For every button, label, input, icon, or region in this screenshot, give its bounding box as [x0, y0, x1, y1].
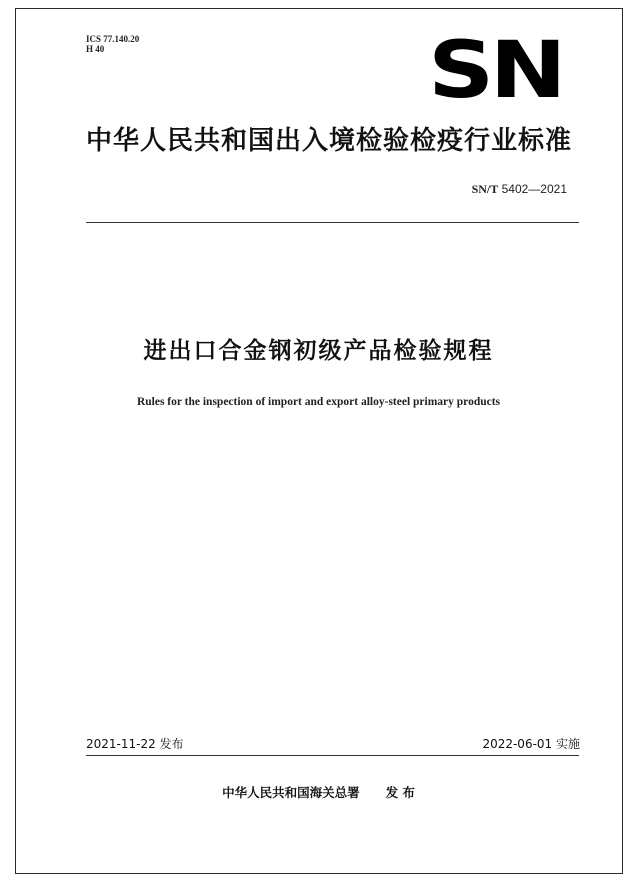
implementation-date: 2022-06-01 实施: [482, 737, 580, 751]
title-english: Rules for the inspection of import and export alloy-steel primary products: [136, 396, 501, 408]
standard-code-number: 5402—2021: [501, 182, 567, 196]
standard-number: [472, 182, 567, 197]
publisher-line: [0, 784, 637, 802]
ccs-code: H 40: [86, 44, 105, 54]
sn-logo: SN: [428, 26, 562, 116]
publish-label: 发 布: [385, 785, 415, 800]
title-chinese: 进出口合金钢初级产品检验规程: [143, 338, 494, 364]
ics-code: ICS 77.140.20: [86, 34, 140, 44]
standard-code-prefix: SN/T: [471, 182, 499, 196]
publisher-name: 中华人民共和国海关总署: [222, 785, 360, 800]
top-divider: [86, 222, 579, 223]
classification-codes: [86, 34, 139, 54]
issue-date: 2021-11-22 发布: [86, 737, 184, 751]
bottom-divider: [86, 755, 579, 756]
standard-category: 中华人民共和国出入境检验检疫行业标准: [86, 126, 573, 156]
